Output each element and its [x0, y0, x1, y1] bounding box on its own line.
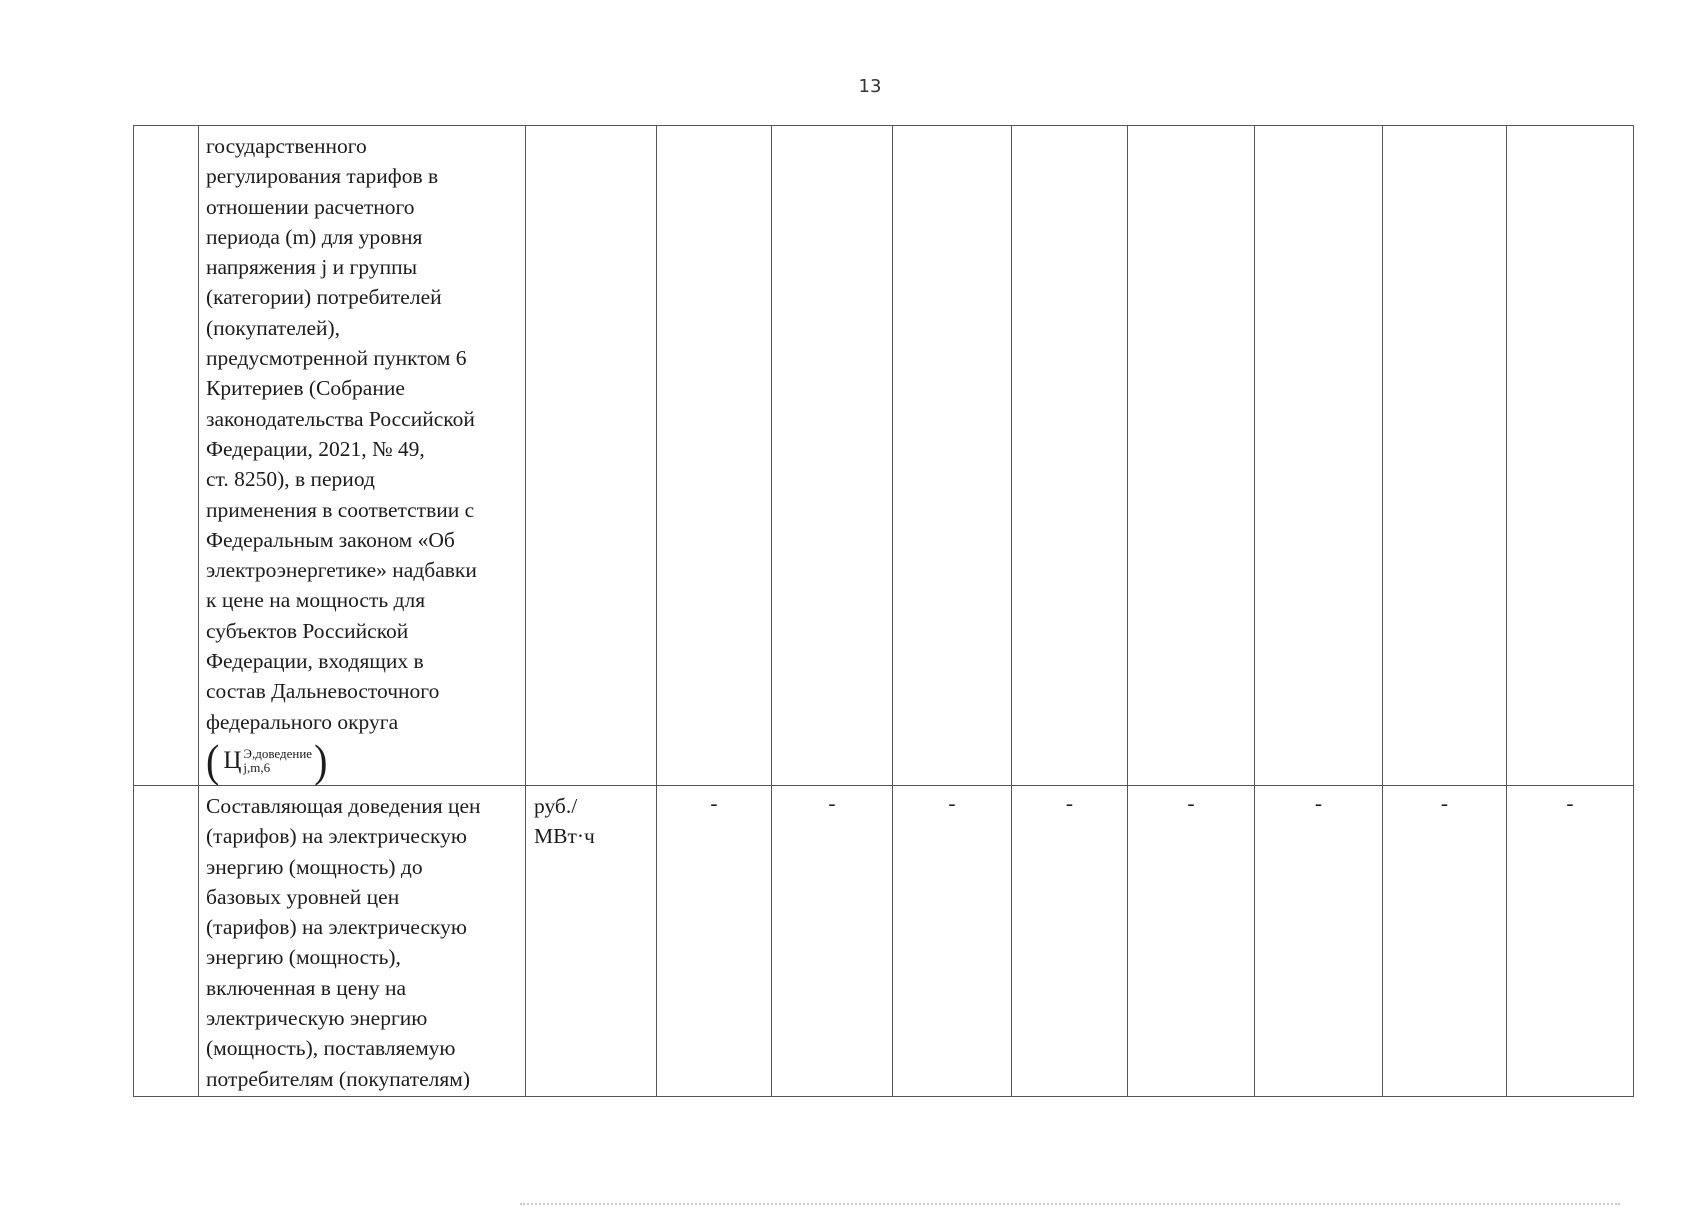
value-cell: - — [1255, 785, 1383, 1096]
value-cell — [1012, 126, 1128, 786]
description-line: электрическую энергию — [206, 1006, 428, 1031]
value-cell — [1383, 126, 1507, 786]
left-paren: ( — [206, 734, 220, 787]
description-line: (мощность), поставляемую — [206, 1036, 456, 1061]
description-cell — [199, 126, 526, 786]
value-cell — [1128, 126, 1255, 786]
right-paren: ) — [314, 734, 328, 787]
row-number-cell — [134, 126, 199, 786]
description-line: напряжения j и группы — [206, 255, 418, 280]
description-line: периода (m) для уровня — [206, 224, 423, 249]
value-cell: - — [657, 785, 772, 1096]
value-cell — [1255, 126, 1383, 786]
table-row-continued — [134, 126, 1634, 786]
description-line: потребителям (покупателям) — [206, 1066, 471, 1091]
description-line: включенная в цену на — [206, 975, 406, 1000]
unit-cell — [526, 126, 657, 786]
description-line: Составляющая доведения цен — [206, 793, 481, 818]
row-number-cell — [134, 785, 199, 1096]
description-line: государственного — [206, 134, 367, 158]
unit-cell — [526, 785, 657, 1096]
description-line: (категории) потребителей — [206, 285, 442, 310]
formula-subscript: j,m,6 — [243, 759, 271, 775]
formula-superscript: Э,доведение — [243, 745, 313, 761]
description-line: применения в соответствии с — [206, 497, 475, 522]
table-row — [134, 785, 1634, 1096]
description-line: (тарифов) на электрическую — [206, 915, 467, 940]
value-cell — [893, 126, 1012, 786]
formula-indices — [243, 747, 312, 775]
value-cell: - — [1383, 785, 1507, 1096]
tariff-table — [133, 125, 1634, 1097]
description-line: Федеральным законом «Об — [206, 527, 455, 552]
formula-symbol: Ц — [223, 746, 242, 774]
value-cell — [772, 126, 893, 786]
description-line: энергию (мощность) до — [206, 854, 423, 879]
value-cell: - — [772, 785, 893, 1096]
scan-artifact-line — [520, 1203, 1620, 1207]
description-line: Критериев (Собрание — [206, 376, 405, 401]
description-cell — [199, 785, 526, 1096]
description-line: базовых уровней цен — [206, 884, 400, 909]
page-number: 13 — [858, 76, 882, 97]
value-cell: - — [893, 785, 1012, 1096]
description-line: Федерации, 2021, № 49, — [206, 436, 425, 461]
description-line: (тарифов) на электрическую — [206, 824, 467, 849]
value-cell: - — [1012, 785, 1128, 1096]
description-line: предусмотренной пунктом 6 — [206, 346, 467, 371]
price-formula — [206, 734, 328, 787]
description-line: ст. 8250), в период — [206, 467, 375, 492]
description-line: субъектов Российской — [206, 618, 409, 643]
description-line: к цене на мощность для — [206, 588, 426, 613]
unit-line: МВт·ч — [534, 824, 595, 849]
description-line: электроэнергетике» надбавки — [206, 558, 477, 583]
value-cell: - — [1128, 785, 1255, 1096]
description-line: (покупателей), — [206, 315, 341, 340]
description-line: Федерации, входящих в — [206, 649, 424, 674]
description-line: отношении расчетного — [206, 194, 415, 219]
value-cell — [657, 126, 772, 786]
description-line: законодательства Российской — [206, 406, 475, 431]
unit-line: руб./ — [534, 793, 578, 818]
description-line: регулирования тарифов в — [206, 164, 439, 189]
description-line: энергию (мощность), — [206, 945, 401, 970]
description-line: федерального округа — [206, 709, 399, 734]
value-cell: - — [1507, 785, 1634, 1096]
value-cell — [1507, 126, 1634, 786]
description-line: состав Дальневосточного — [206, 679, 440, 704]
